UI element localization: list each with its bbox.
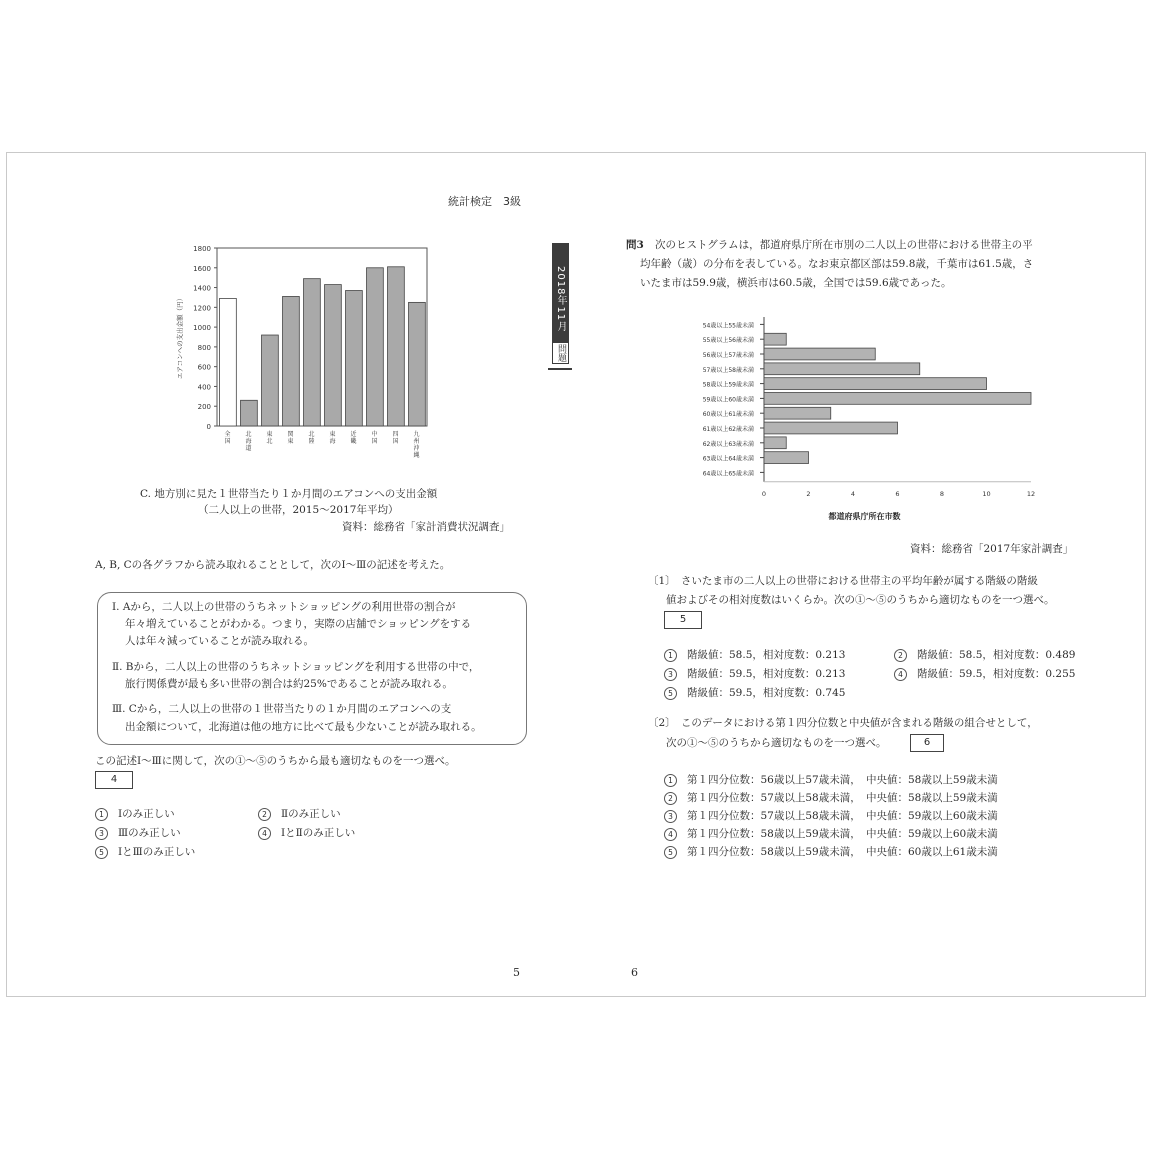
- answer-box-4: 4: [95, 771, 133, 789]
- sub2-option-1[interactable]: [664, 772, 998, 787]
- option-mark: 1: [664, 649, 677, 662]
- histogram-bar: [764, 348, 875, 360]
- chart-c: [170, 240, 450, 480]
- option-text: 第１四分位数：58歳以上59歳未満， 中央値：60歳以上61歳未満: [687, 846, 998, 858]
- option-text: 階級値：59.5，相対度数：0.255: [917, 668, 1076, 680]
- option-mark: 4: [258, 827, 271, 840]
- page-number-left: 5: [513, 966, 520, 979]
- category-label: 56歳以上57歳未満: [702, 352, 754, 359]
- option-text: Ⅲのみ正しい: [118, 827, 181, 839]
- option-mark: 3: [664, 810, 677, 823]
- option-text: 第１四分位数：58歳以上59歳未満， 中央値：59歳以上60歳未満: [687, 828, 998, 840]
- left-option-2[interactable]: [258, 806, 341, 821]
- answer-box-6: 6: [910, 734, 944, 752]
- x-tick-label: 8: [939, 489, 945, 498]
- left-option-4[interactable]: [258, 825, 355, 840]
- sub1-line1: 〔1〕 さいたま市の二人以上の世帯における世帯主の平均年齢が属する階級の階級: [648, 575, 1038, 587]
- chart-c-caption: C. 地方別に見た１世帯当たり１か月間のエアコンへの支出金額: [140, 488, 438, 500]
- x-tick-label: 四国: [392, 431, 399, 445]
- option-mark: 5: [664, 846, 677, 859]
- sub1-option-4[interactable]: [894, 666, 1075, 681]
- y-tick-label: 200: [197, 403, 211, 412]
- category-label: 59歳以上60歳未満: [702, 396, 754, 404]
- bar: [304, 279, 321, 426]
- option-mark: 3: [664, 668, 677, 681]
- year-tab: 2018年11月: [552, 243, 569, 356]
- x-tick-label: 九州沖縄: [413, 431, 420, 459]
- sub2-option-4[interactable]: [664, 826, 998, 841]
- bar: [262, 335, 279, 426]
- statement-3-line2: 出金額について，北海道は他の地方に比べて最も少ないことが読み取れる。: [125, 721, 482, 733]
- x-tick-label: 4: [850, 489, 856, 498]
- sub2-line2: 次の①～⑤のうちから適切なものを一つ選べ。: [666, 737, 887, 749]
- category-label: 63歳以上64歳未満: [702, 455, 754, 463]
- option-mark: 4: [894, 668, 907, 681]
- bar: [346, 291, 363, 426]
- question-text: この記述Ⅰ～Ⅲに関して，次の①～⑤のうちから最も適切なものを一つ選べ。: [95, 755, 456, 767]
- x-tick-label: 全国: [224, 431, 231, 445]
- x-tick-label: 北陸: [308, 431, 315, 445]
- statement-1-line1: Ⅰ. Aから，二人以上の世帯のうちネットショッピングの利用世帯の割合が: [112, 601, 456, 613]
- bar: [220, 298, 237, 426]
- category-label: 60歳以上61歳未満: [702, 411, 754, 419]
- y-tick-label: 600: [197, 363, 211, 372]
- x-tick-label: 中国: [371, 431, 378, 445]
- option-text: Ⅰのみ正しい: [118, 808, 175, 820]
- option-text: 階級値：58.5，相対度数：0.213: [687, 649, 846, 661]
- histogram-bar: [764, 333, 786, 345]
- sub2-option-5[interactable]: [664, 844, 998, 859]
- x-tick-label: 6: [895, 489, 900, 498]
- page-number-right: 6: [631, 966, 638, 979]
- option-mark: 5: [664, 687, 677, 700]
- option-mark: 2: [894, 649, 907, 662]
- y-tick-label: 1600: [193, 264, 211, 273]
- option-text: 階級値：59.5，相対度数：0.745: [687, 687, 846, 699]
- sub1-option-2[interactable]: [894, 647, 1075, 662]
- y-tick-label: 0: [206, 423, 211, 431]
- option-mark: 5: [95, 846, 108, 859]
- chart-c-subcaption: （二人以上の世帯，2015～2017年平均）: [198, 504, 399, 516]
- sub2-line1: 〔2〕 このデータにおける第１四分位数と中央値が含まれる階級の組合せとして，: [648, 717, 1038, 729]
- option-mark: 1: [664, 774, 677, 787]
- page-header: 統計検定 3級: [448, 195, 521, 208]
- left-option-3[interactable]: [95, 825, 181, 840]
- x-tick-label: 0: [761, 489, 767, 498]
- section-tab: 問題: [552, 342, 569, 364]
- statement-2-line1: Ⅱ. Bから，二人以上の世帯のうちネットショッピングを利用する世帯の中で，: [112, 661, 480, 673]
- option-mark: 4: [664, 828, 677, 841]
- tab-divider: [548, 368, 572, 370]
- option-text: 第１四分位数：57歳以上58歳未満， 中央値：58歳以上59歳未満: [687, 792, 998, 804]
- bar: [388, 267, 405, 426]
- option-text: 第１四分位数：56歳以上57歳未満， 中央値：58歳以上59歳未満: [687, 774, 998, 786]
- option-text: Ⅱのみ正しい: [281, 808, 341, 820]
- bar: [283, 296, 300, 426]
- option-mark: 1: [95, 808, 108, 821]
- option-mark: 3: [95, 827, 108, 840]
- question-3-line1: 次のヒストグラムは，都道府県庁所在市別の二人以上の世帯における世帯主の平: [655, 239, 1033, 251]
- histogram: [620, 312, 1080, 534]
- x-tick-label: 北海道: [245, 431, 252, 452]
- option-mark: 2: [664, 792, 677, 805]
- statement-2-line2: 旅行関係費が最も多い世帯の割合は約25%であることが読み取れる。: [125, 678, 453, 690]
- statement-3-line1: Ⅲ. Cから，二人以上の世帯の１世帯当たりの１か月間のエアコンへの支: [112, 703, 452, 715]
- question-3-label: 問3: [626, 239, 644, 251]
- statement-1-line2: 年々増えていることがわかる。つまり，実際の店舗でショッピングをする: [125, 618, 472, 630]
- y-axis-label: エアコンへの支出金額（円）: [176, 294, 184, 380]
- histogram-bar: [764, 393, 1031, 405]
- answer-box-5: 5: [664, 611, 702, 629]
- x-tick-label: 12: [1026, 489, 1036, 498]
- bar: [325, 285, 342, 426]
- histogram-bar: [764, 363, 920, 375]
- sub1-option-3[interactable]: [664, 666, 845, 681]
- left-option-5[interactable]: [95, 844, 195, 859]
- category-label: 54歳以上55歳未満: [702, 322, 754, 330]
- sub1-option-5[interactable]: [664, 685, 845, 700]
- x-tick-label: 関東: [287, 431, 294, 445]
- x-tick-label: 東海: [329, 431, 336, 445]
- y-tick-label: 800: [197, 343, 211, 352]
- category-label: 58歳以上59歳未満: [702, 381, 754, 389]
- x-axis-label: 都道府県庁所在市数: [828, 511, 901, 521]
- histogram-bar: [764, 407, 831, 419]
- histogram-source: 資料：総務省「2017年家計調査」: [910, 543, 1074, 555]
- sub2-option-3[interactable]: [664, 808, 998, 823]
- sub1-option-1[interactable]: [664, 647, 845, 662]
- option-text: ⅠとⅢのみ正しい: [118, 846, 196, 858]
- histogram-bar: [764, 378, 987, 390]
- bar: [367, 268, 384, 426]
- x-tick-label: 近畿: [350, 431, 357, 445]
- question-3-line2: 均年齢（歳）の分布を表している。なお東京都区部は59.8歳，千葉市は61.5歳，さ: [640, 258, 1034, 270]
- statements-intro: A, B, Cの各グラフから読み取れることとして，次のⅠ～Ⅲの記述を考えた。: [95, 559, 451, 571]
- x-tick-label: 東北: [266, 431, 273, 445]
- chart-c-source: 資料：総務省「家計消費状況調査」: [342, 521, 510, 533]
- x-tick-label: 10: [982, 489, 991, 498]
- option-mark: 2: [258, 808, 271, 821]
- sub2-option-2[interactable]: [664, 790, 998, 805]
- y-tick-label: 400: [197, 383, 211, 392]
- category-label: 55歳以上56歳未満: [702, 337, 754, 345]
- option-text: ⅠとⅡのみ正しい: [281, 827, 356, 839]
- left-option-1[interactable]: [95, 806, 175, 821]
- histogram-bar: [764, 452, 809, 464]
- option-text: 階級値：59.5，相対度数：0.213: [687, 668, 846, 680]
- category-label: 64歳以上65歳未満: [702, 470, 754, 478]
- histogram-bar: [764, 437, 786, 449]
- option-text: 階級値：58.5，相対度数：0.489: [917, 649, 1076, 661]
- y-tick-label: 1200: [193, 304, 211, 313]
- statement-1-line3: 人は年々減っていることが読み取れる。: [125, 635, 314, 647]
- bar: [409, 302, 426, 426]
- category-label: 57歳以上58歳未満: [702, 366, 754, 374]
- category-label: 62歳以上63歳未満: [702, 440, 754, 448]
- question-3-line3: いたま市は59.9歳，横浜市は60.5歳，全国では59.6歳であった。: [640, 277, 952, 289]
- x-tick-label: 2: [806, 489, 811, 498]
- y-tick-label: 1000: [193, 324, 211, 333]
- y-tick-label: 1800: [193, 245, 211, 253]
- bar: [241, 400, 258, 426]
- sub1-line2: 値およびその相対度数はいくらか。次の①～⑤のうちから適切なものを一つ選べ。: [666, 594, 1055, 606]
- category-label: 61歳以上62歳未満: [702, 426, 754, 433]
- histogram-bar: [764, 422, 898, 434]
- y-tick-label: 1400: [193, 284, 211, 293]
- option-text: 第１四分位数：57歳以上58歳未満， 中央値：59歳以上60歳未満: [687, 810, 998, 822]
